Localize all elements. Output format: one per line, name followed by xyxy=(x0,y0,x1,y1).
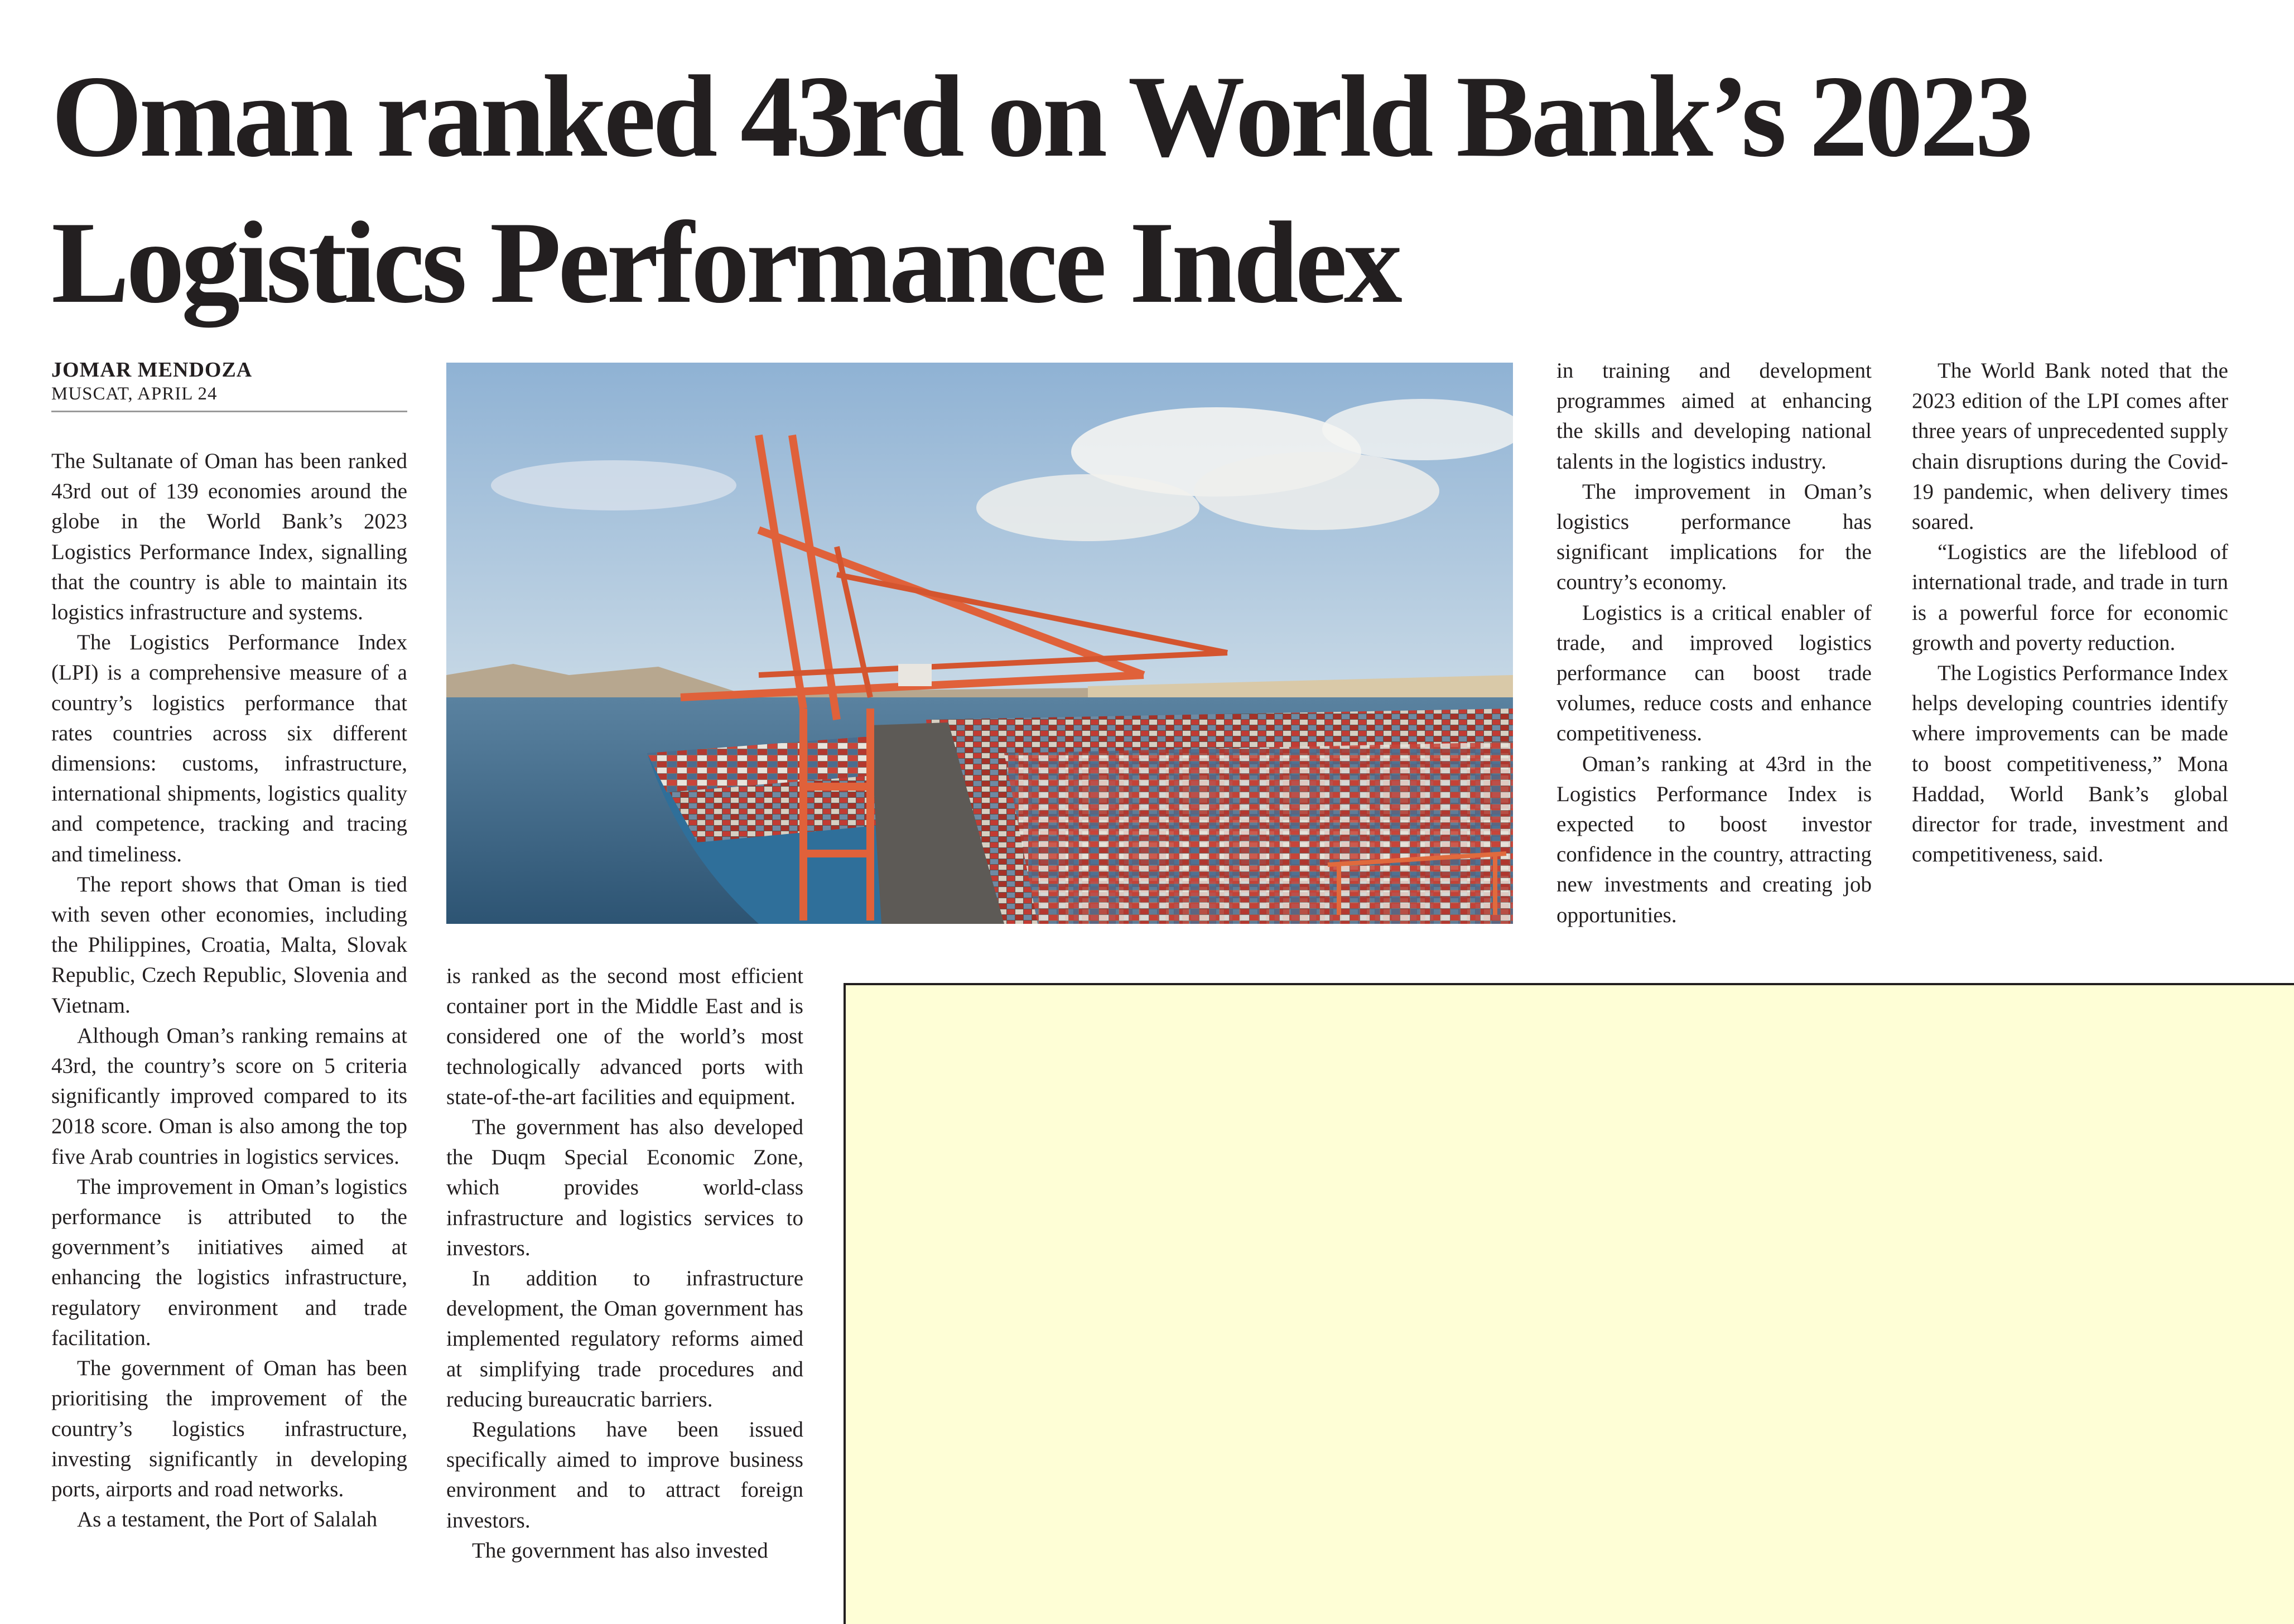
headline-line-2: Logistics Performance Index xyxy=(51,198,1399,327)
article-column-3 xyxy=(1556,356,1872,931)
article-column-2 xyxy=(446,961,803,1566)
author-name: JOMAR MENDOZA xyxy=(51,358,253,382)
byline xyxy=(51,357,407,412)
paragraph: The improvement in Oman’s logistics performance has significant implications for the country’s economy. xyxy=(1556,479,1872,595)
paragraph: Regulations have been issued specifically aimed to improve business environment and to attract foreign investors. xyxy=(446,1418,803,1533)
container-port-photo xyxy=(446,363,1513,924)
paragraph: The Logistics Performance Index (LPI) is a comprehensive measure of a country’s logistics performance that rates countries across six different dimensions: customs, infrastructure, international shipments, logistics quality and competence, tracking and tracing and timeliness. xyxy=(51,630,407,866)
paragraph: Oman’s ranking at 43rd in the Logistics Performance Index is expected to boost investor confidence in the country, attracting new investments and creating job opportunities. xyxy=(1556,751,1872,927)
article-column-4 xyxy=(1912,356,2228,870)
paragraph: The government has also developed the Duqm Special Economic Zone, which provides world-class infrastructure and logistics services to investors. xyxy=(446,1115,803,1260)
article-column-1 xyxy=(51,446,407,1535)
paragraph: In addition to infrastructure development, the Oman government has implemented regulatory reforms aimed at simplifying trade procedures and reducing bureaucratic barriers. xyxy=(446,1266,803,1411)
headline-line-1: Oman ranked 43rd on World Bank’s 2023 xyxy=(51,52,2031,181)
paragraph: The government of Oman has been prioritising the improvement of the country’s logistics infrastructure, investing significantly in developing ports, airports and road networks. xyxy=(51,1356,407,1501)
paragraph: As a testament, the Port of Salalah xyxy=(77,1507,378,1532)
paragraph: in training and development programmes aimed at enhancing the skills and developing national talents in the logistics industry. xyxy=(1556,359,1872,474)
paragraph: The World Bank noted that the 2023 edition of the LPI comes after three years of unprecedented supply chain disruptions during the Covid-19 pandemic, when delivery times soared. xyxy=(1912,359,2228,534)
paragraph: is ranked as the second most efficient container port in the Middle East and is considered one of the world’s most technologically advanced ports with state-of-the-art facilities and equipment. xyxy=(446,964,803,1109)
port-image xyxy=(446,363,1513,924)
paragraph: The government has also invested xyxy=(472,1538,768,1563)
paragraph: The Logistics Performance Index helps developing countries identify where improvements can be made to boost competitiveness,” Mona Haddad, World Bank’s global director for trade, investment and competitiveness, said. xyxy=(1912,661,2228,867)
paragraph: “Logistics are the lifeblood of international trade, and trade in turn is a powerful force for economic growth and poverty reduction. xyxy=(1912,540,2228,655)
paragraph: The Sultanate of Oman has been ranked 43rd out of 139 economies around the globe in the World Bank’s 2023 Logistics Performance Index, signalling that the country is able to maintain its logistics infrastructure and systems. xyxy=(51,449,407,625)
dateline: MUSCAT, APRIL 24 xyxy=(51,384,218,404)
paragraph: The improvement in Oman’s logistics performance is attributed to the government’s initiatives aimed at enhancing the logistics infrastructure, regulatory environment and trade facilitation. xyxy=(51,1174,407,1350)
advertisement-space xyxy=(844,983,2294,1624)
paragraph: Although Oman’s ranking remains at 43rd, the country’s score on 5 criteria significantly improved compared to its 2018 score. Oman is also among the top five Arab countries in logistics services. xyxy=(51,1023,407,1169)
paragraph: The report shows that Oman is tied with seven other economies, including the Philippines, Croatia, Malta, Slovak Republic, Czech Republic, Slovenia and Vietnam. xyxy=(51,872,407,1018)
paragraph: Logistics is a critical enabler of trade, and improved logistics performance can boost trade volumes, reduce costs and enhance competitiveness. xyxy=(1556,600,1872,746)
headline xyxy=(51,44,2115,336)
